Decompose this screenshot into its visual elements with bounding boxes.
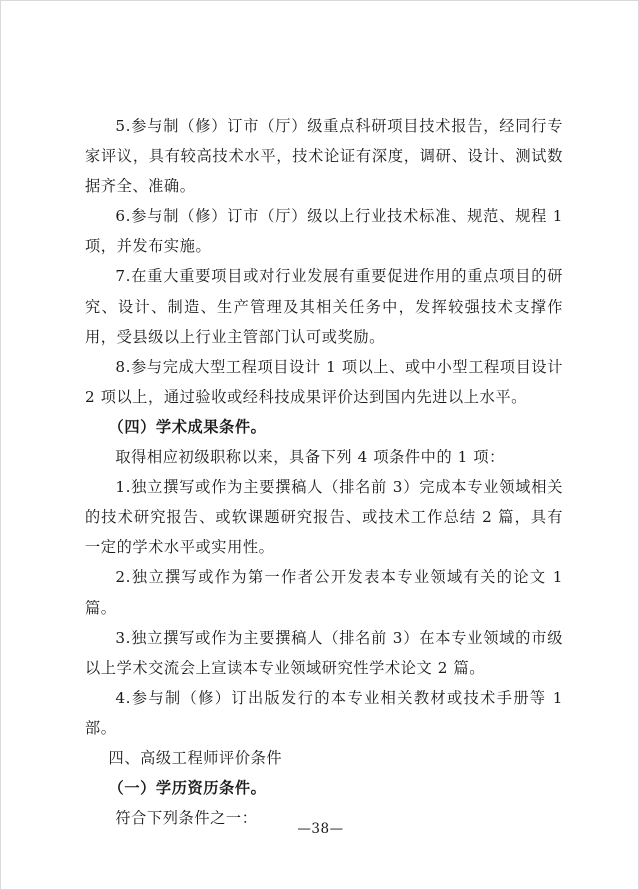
academic-item-3: 3.独立撰写或作为主要撰稿人（排名前 3）在本专业领域的市级以上学术交流会上宣读本专业领域研究性学术论文 2 篇。: [85, 628, 563, 677]
page-body: [85, 111, 563, 833]
academic-item-4: 4.参与制（修）订出版发行的本专业相关教材或技术手册等 1 部。: [85, 688, 563, 737]
subheading-academic-achievements: （四）学术成果条件。: [108, 417, 267, 436]
academic-item-1: 1.独立撰写或作为主要撰稿人（排名前 3）完成本专业领域相关的技术研究报告、或软课题研究报告、或技术工作总结 2 篇，具有一定的学术水平或实用性。: [85, 478, 563, 557]
section-heading-senior-engineer: 四、高级工程师评价条件: [108, 748, 283, 767]
paragraph-item-6: 6.参与制（修）订市（厅）级以上行业技术标准、规范、规程 1 项，并发布实施。: [85, 207, 563, 256]
academic-item-2: 2.独立撰写或作为第一作者公开发表本专业领域有关的论文 1 篇。: [85, 568, 563, 617]
paragraph-item-5: 5.参与制（修）订市（厅）级重点科研项目技术报告，经同行专家评议，具有较高技术水平，技术论证有深度，调研、设计、测试数据齐全、准确。: [85, 117, 563, 196]
paragraph-item-8: 8.参与完成大型工程项目设计 1 项以上、或中小型工程项目设计 2 项以上，通过验收或经科技成果评价达到国内先进以上水平。: [85, 357, 563, 406]
academic-intro: 取得相应初级职称以来，具备下列 4 项条件中的 1 项：: [115, 448, 505, 467]
page-number: —38—: [297, 821, 344, 837]
paragraph-item-7: 7.在重大重要项目或对行业发展有重要促进作用的重点项目的研究、设计、制造、生产管理及其相关任务中，发挥较强技术支撑作用，受县级以上行业主管部门认可或奖励。: [85, 267, 563, 346]
education-intro: 符合下列条件之一：: [115, 809, 258, 828]
subheading-education: （一）学历资历条件。: [108, 779, 267, 798]
